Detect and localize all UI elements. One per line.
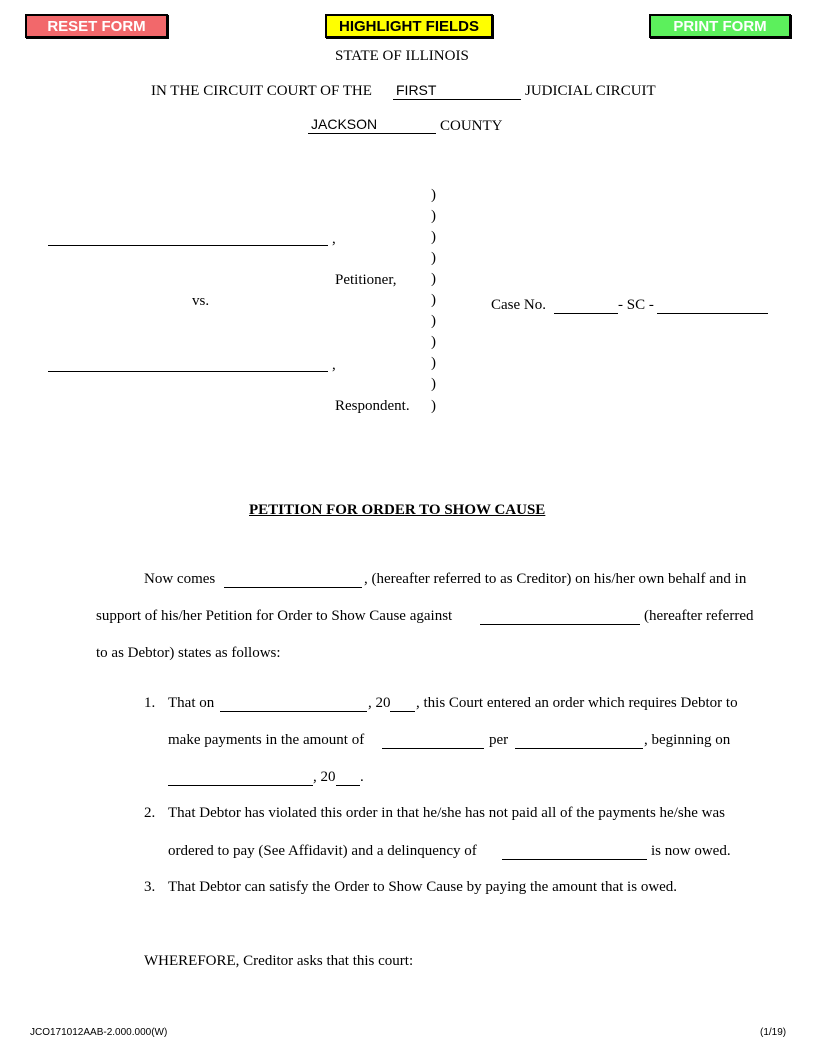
caption-paren: ) xyxy=(431,398,436,414)
debtor-name-field[interactable] xyxy=(480,609,640,625)
order-year-field[interactable] xyxy=(390,696,415,712)
payment-frequency-field[interactable] xyxy=(515,733,643,749)
case-number-field[interactable] xyxy=(657,298,768,314)
caption-paren: ) xyxy=(431,271,436,287)
caption-paren: ) xyxy=(431,334,436,350)
item-number: 1. xyxy=(144,695,156,711)
intro-text: (hereafter referred xyxy=(644,608,754,624)
item-text: make payments in the amount of xyxy=(168,732,365,748)
respondent-name-field[interactable] xyxy=(48,356,328,372)
page-number: (1/19) xyxy=(760,1027,787,1038)
intro-text: , (hereafter referred to as Creditor) on his/her own behalf and in xyxy=(364,571,747,587)
start-date-field[interactable] xyxy=(168,770,313,786)
petitioner-comma: , xyxy=(332,231,336,247)
item-number: 2. xyxy=(144,805,156,821)
caption-paren: ) xyxy=(431,187,436,203)
caption-paren: ) xyxy=(431,292,436,308)
circuit-field[interactable]: FIRST xyxy=(393,82,521,100)
respondent-comma: , xyxy=(332,357,336,373)
print-form-button[interactable]: PRINT FORM xyxy=(649,14,791,38)
intro-text: support of his/her Petition for Order to Show Cause against xyxy=(96,608,453,624)
petitioner-label: Petitioner, xyxy=(335,272,397,288)
intro-text: Now comes xyxy=(144,571,216,587)
item-text: , beginning on xyxy=(644,732,731,748)
item-text: , 20 xyxy=(368,695,391,711)
item-text: That Debtor can satisfy the Order to Show Cause by paying the amount that is owed. xyxy=(168,879,678,895)
payment-amount-field[interactable] xyxy=(382,733,484,749)
item-text: ordered to pay (See Affidavit) and a delinquency of xyxy=(168,843,477,859)
item-text: . xyxy=(360,769,364,785)
caption-paren: ) xyxy=(431,208,436,224)
caption-paren: ) xyxy=(431,313,436,329)
petition-title: PETITION FOR ORDER TO SHOW CAUSE xyxy=(249,502,546,518)
caption-paren: ) xyxy=(431,376,436,392)
form-id: JCO171012AAB-2.000.000(W) xyxy=(30,1027,168,1038)
item-text: That Debtor has violated this order in that he/she has not paid all of the payments he/she was xyxy=(168,805,725,821)
reset-form-button[interactable]: RESET FORM xyxy=(25,14,168,38)
case-year-field[interactable] xyxy=(554,298,618,314)
creditor-name-field[interactable] xyxy=(224,572,362,588)
petitioner-name-field[interactable] xyxy=(48,230,328,246)
court-prefix: IN THE CIRCUIT COURT OF THE xyxy=(151,83,372,99)
caption-paren: ) xyxy=(431,250,436,266)
state-heading: STATE OF ILLINOIS xyxy=(335,48,469,64)
vs-label: vs. xyxy=(192,293,210,309)
court-suffix: JUDICIAL CIRCUIT xyxy=(525,83,656,99)
item-number: 3. xyxy=(144,879,156,895)
caption-paren: ) xyxy=(431,355,436,371)
case-no-label: Case No. xyxy=(491,297,546,313)
wherefore-text: WHEREFORE, Creditor asks that this court: xyxy=(144,953,414,969)
case-no-sc: - SC - xyxy=(618,297,654,313)
county-field[interactable]: JACKSON xyxy=(308,116,436,134)
respondent-label: Respondent. xyxy=(335,398,410,414)
intro-text: to as Debtor) states as follows: xyxy=(96,645,281,661)
caption-paren: ) xyxy=(431,229,436,245)
start-year-field[interactable] xyxy=(336,770,360,786)
delinquency-amount-field[interactable] xyxy=(502,844,647,860)
county-label: COUNTY xyxy=(440,118,503,134)
order-date-field[interactable] xyxy=(220,696,367,712)
item-text: , this Court entered an order which requires Debtor to xyxy=(416,695,738,711)
highlight-fields-button[interactable]: HIGHLIGHT FIELDS xyxy=(325,14,493,38)
item-text: , 20 xyxy=(313,769,336,785)
item-text: is now owed. xyxy=(651,843,731,859)
item-text: That on xyxy=(168,695,215,711)
item-text: per xyxy=(489,732,509,748)
